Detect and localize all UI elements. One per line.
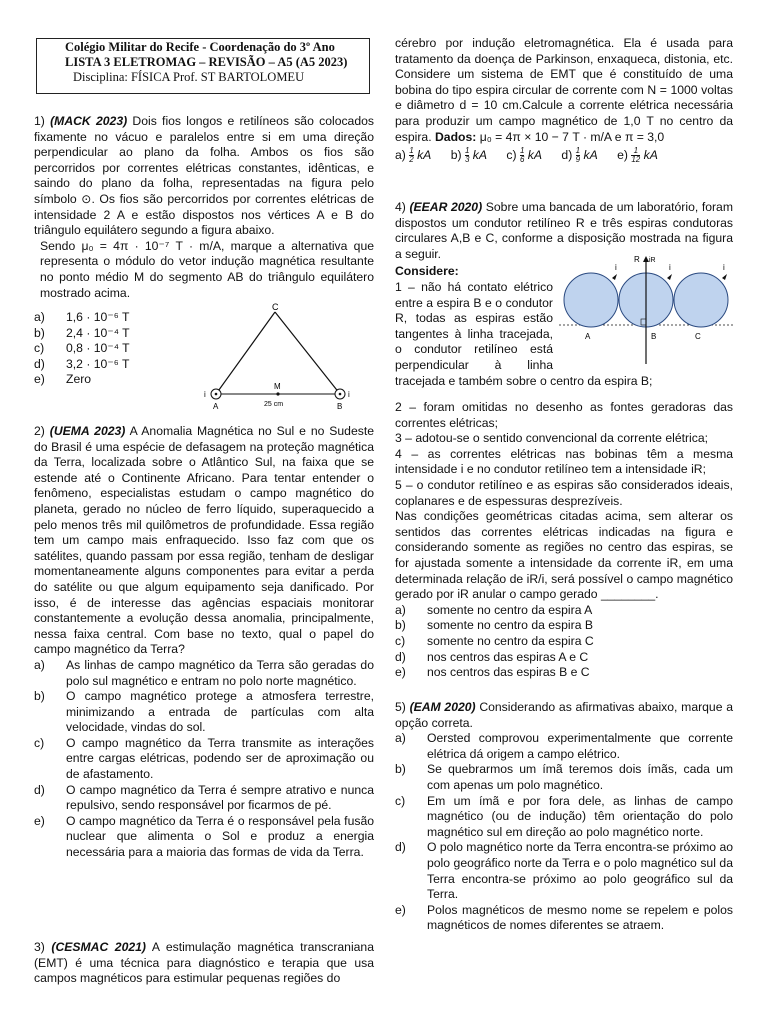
list-title: LISTA 3 ELETROMAG – REVISÃO – A5 (A5 2023) bbox=[65, 55, 348, 69]
q4-item-2: 2 – foram omitidas no desenho as fontes geradoras das correntes elétricas; bbox=[395, 400, 733, 430]
q4-considere: Considere: bbox=[395, 264, 459, 278]
q3-data-text: μ₀ = 4π × 10 − 7 T · m/A e π = 3,0 bbox=[479, 129, 665, 144]
q4-option-e[interactable]: e) nos centros das espiras B e C bbox=[395, 665, 590, 680]
q3-data-label: Dados: bbox=[434, 129, 477, 144]
q5-option-b[interactable]: b) Se quebrarmos um ímã teremos dois ímãs, cada um com apenas um polo magnético. bbox=[395, 762, 733, 792]
fig4-label-r: R bbox=[634, 255, 640, 264]
q4-option-c[interactable]: c) somente no centro da espira C bbox=[395, 633, 594, 648]
q4-items-rest bbox=[395, 400, 733, 681]
q3-text: A estimulação magnética transcraniana (EMT) é uma técnica para diagnóstico e terapia que usa campos magnéticos para estimular pequenas regiões do bbox=[34, 940, 374, 986]
question-3-cont bbox=[395, 36, 733, 164]
q1-option-d[interactable]: d) 3,2 · 10⁻⁶ T bbox=[34, 356, 130, 371]
q2-option-a[interactable]: a) As linhas de campo magnético da Terra são geradas do polo sul magnético e entram no polo norte magnético. bbox=[34, 657, 374, 688]
q2-option-e[interactable]: e) O campo magnético da Terra é o responsável pela fusão nuclear que alimenta o Sol e produz a energia necessária para a maioria das formas de vida da Terra. bbox=[34, 813, 374, 860]
question-5 bbox=[395, 700, 733, 934]
q3-option-c[interactable]: c) $\frac{1}{6}$ kA bbox=[506, 146, 543, 165]
question-1 bbox=[34, 114, 374, 301]
q1-triangle-figure bbox=[200, 298, 360, 416]
loop-b-arrow-icon bbox=[667, 274, 672, 280]
q3-option-b[interactable]: b) $\frac{1}{3}$ kA bbox=[450, 146, 488, 165]
loop-c bbox=[674, 273, 728, 327]
fig4-label-i1: i bbox=[615, 263, 617, 272]
loop-c-arrow-icon bbox=[722, 274, 727, 280]
q2-statement: 2) (UEMA 2023) A Anomalia Magnética no Sul e no Sudeste do Brasil é uma espécie de defasagem na proteção magnética da Terra, localizada sobre o Atlântico Sul, na faixa que se estende até o Continente Africano. Para tentar entender o fenômeno, especialistas estudam o campo magnético do planeta, gerado no núcleo de ferro líquido, superaquecido a pelo menos três mil quilômetros de profundidade. Essa região tem um campo mais enfraquecido. Isso faz com que os satélites, quando passam por essa região, tenham de desligar momentaneamente alguns componentes para evitar a perda do satélite ou que algum equipamento seja danificado. Por isso, é de interesse das agências espaciais monitorar constantemente a evolução dessa anomalia, principalmente, nessa faixa central. Com base no texto, qual o papel do campo magnético da Terra? bbox=[34, 424, 374, 657]
fig1-label-b: B bbox=[337, 402, 343, 411]
q4-figure bbox=[557, 250, 733, 366]
q5-statement: 5) (EAM 2020) Considerando as afirmativas abaixo, marque a opção correta. bbox=[395, 700, 733, 730]
q2-option-c[interactable]: c) O campo magnético da Terra transmite as interações entre cargas elétricas, podendo ser de aproximação ou de afastamento. bbox=[34, 735, 374, 782]
fig1-distance: 25 cm bbox=[264, 401, 284, 408]
q4-source: (EEAR 2020) bbox=[409, 200, 483, 214]
q3-source: (CESMAC 2021) bbox=[51, 940, 146, 954]
q3-option-e[interactable]: e) $\frac{1}{12}$ kA bbox=[617, 146, 658, 165]
q4-statement: 4) (EEAR 2020) Sobre uma bancada de um laboratório, foram dispostos um condutor retilíneo R e três espiras condutoras circulares A,B e C, conforme a disposição mostrada na figura a seguir. bbox=[395, 200, 733, 261]
discipline: Disciplina: FÍSICA Prof. ST BARTOLOMEU bbox=[73, 70, 305, 84]
q4-option-d[interactable]: d) nos centros das espiras A e C bbox=[395, 649, 589, 664]
q1-statement bbox=[34, 114, 374, 239]
q3-options bbox=[395, 147, 733, 164]
loop-a bbox=[564, 273, 618, 327]
q5-source: (EAM 2020) bbox=[409, 700, 476, 714]
q1-options bbox=[34, 310, 184, 388]
fig1-label-m: M bbox=[274, 382, 281, 391]
fig1-label-i1: i bbox=[204, 390, 206, 399]
q5-text: Considerando as afirmativas abaixo, marque a opção correta. bbox=[395, 700, 733, 730]
q4-item-1-wrap bbox=[395, 280, 653, 389]
q2-source: (UEMA 2023) bbox=[49, 424, 126, 438]
q3-text-cont: cérebro por indução eletromagnética. Ela é usada para tratamento da doença de Parkinson, enxaqueca, distonia, etc. Considere um sistema de EMT que é constituído de uma bobina do tipo espira circular de corrente com N = 1000 voltas e diâmetro d = 10 cm.Calcule a corrente elétrica necessária para produzir um campo magnético de 1,0 T no centro da espira. Dados: μ₀ = 4π × 10 − 7 T · m/A e π = 3,0 bbox=[395, 36, 733, 144]
q5-option-e[interactable]: e) Polos magnéticos de mesmo nome se repelem e polos magnéticos de nomes diferentes se atraem. bbox=[395, 902, 733, 933]
fig4-label-c: C bbox=[695, 332, 701, 341]
header-box bbox=[36, 38, 370, 94]
q4-text2: Nas condições geométricas citadas acima, sem alterar os sentidos das correntes elétricas indicadas na figura e considerando somente as regiões no centro das espiras, se for ajustada somente a intensidade da corrente iR, em uma determinada relação de iR/i, será possível o campo magnético gerado por iR anular o campo gerado ________. bbox=[395, 509, 733, 602]
q4-item-3: 3 – adotou-se o sentido convencional da corrente elétrica; bbox=[395, 431, 709, 446]
q1-option-c[interactable]: c) 0,8 · 10⁻⁴ T bbox=[34, 341, 130, 356]
q3-statement: 3) (CESMAC 2021) A estimulação magnética transcraniana (EMT) é uma técnica para diagnóstico e terapia que usa campos magnéticos para estimular pequenas regiões do bbox=[34, 940, 374, 986]
q1-option-b[interactable]: b) 2,4 · 10⁻⁴ T bbox=[34, 325, 130, 340]
fig4-label-b: B bbox=[651, 332, 657, 341]
q4-item-1: 1 – não há contato elétrico entre a espira B e o condutor R, todas as espiras estão tangentes à linha tracejada, o condutor retilíneo está perpendicular à linha tracejada e também sobre o centro da espira B; bbox=[395, 280, 653, 388]
fig4-label-a: A bbox=[585, 332, 591, 341]
q2-option-b[interactable]: b) O campo magnético protege a atmosfera terrestre, minimizando a entrada de partículas com alta velocidade, vindas do sol. bbox=[34, 689, 374, 735]
fig4-label-i3: i bbox=[723, 263, 725, 272]
fig1-label-a: A bbox=[213, 402, 219, 411]
fig4-label-ir: iR bbox=[649, 257, 656, 264]
q5-option-a[interactable]: a) Oersted comprovou experimentalmente que corrente elétrica dá origem a campo elétrico. bbox=[395, 731, 733, 761]
fig1-label-c: C bbox=[272, 302, 279, 312]
fig4-label-i2: i bbox=[669, 263, 671, 272]
loop-a-arrow-icon bbox=[612, 274, 617, 280]
q4-item-4: 4 – as correntes elétricas nas bobinas têm a mesma intensidade i e no condutor retilíneo tem a intensidade iR; bbox=[395, 446, 733, 477]
q3-option-d[interactable]: d) $\frac{1}{9}$ kA bbox=[561, 146, 598, 165]
q1-statement-2: Sendo μ₀ = 4π · 10⁻⁷ T · m/A, marque a alternativa que representa o módulo do vetor indução magnética resultante no ponto médio M do segmento AB do triângulo equilátero mostrado acima. bbox=[40, 238, 374, 300]
q3-option-a[interactable]: a) $\frac{1}{2}$ kA bbox=[395, 146, 432, 165]
q1-text: Dois fios longos e retilíneos são colocados fixamente no vácuo e paralelos entre si em uma direção perpendicular ao plano da folha. Ambos os fios são percorridos por correntes elétricas constantes, idênticas, e saindo do plano da folha, representadas na figura pelo símbolo ⊙. Os fios são percorridos por correntes elétricas de intensidade 2 A e estão dispostos nos vértices A e B do triângulo equilátero segundo a figura abaixo. bbox=[34, 114, 374, 238]
q1-source: (MACK 2023) bbox=[50, 114, 128, 128]
fig1-label-i2: i bbox=[348, 390, 350, 399]
q4-option-b[interactable]: b) somente no centro da espira B bbox=[395, 618, 593, 633]
question-3 bbox=[34, 940, 374, 987]
school-name: Colégio Militar do Recife - Coordenação do 3º Ano bbox=[65, 40, 335, 54]
q1-option-a[interactable]: a) 1,6 · 10⁻⁶ T bbox=[34, 310, 130, 324]
q1-option-e[interactable]: e) Zero bbox=[34, 372, 92, 387]
q5-option-c[interactable]: c) Em um ímã e por fora dele, as linhas de campo magnético (ou de indução) têm orientação do polo magnético sul em direção ao polo magnético norte. bbox=[395, 793, 733, 839]
question-2 bbox=[34, 424, 374, 861]
q5-option-d[interactable]: d) O polo magnético norte da Terra encontra-se próximo ao polo geográfico norte da Terra e o polo magnético sul da Terra encontra-se próximo ao polo geográfico sul da Terra. bbox=[395, 840, 733, 902]
q4-option-a[interactable]: a) somente no centro da espira A bbox=[395, 602, 593, 617]
q1-number: 1) bbox=[34, 114, 45, 128]
q2-option-d[interactable]: d) O campo magnético da Terra é sempre atrativo e nunca repulsivo, sendo responsável por ficarmos de pé. bbox=[34, 782, 374, 813]
q4-text: Sobre uma bancada de um laboratório, foram dispostos um condutor retilíneo R e três espiras condutoras circulares A,B e C, conforme a disposição mostrada na figura a seguir. bbox=[395, 200, 733, 261]
q2-text: A Anomalia Magnética no Sul e no Sudeste do Brasil é uma espécie de defasagem na proteção magnética da Terra, localizada sobre o Atlântico Sul, na faixa que se estende até o Continente Africano. Para tentar entender o fenômeno, especialistas estudam o campo magnético do planeta, gerado no núcleo de ferro líquido, superaquecido a pelo menos três mil quilômetros de profundidade. Essa região tem um campo mais enfraquecido. Isso faz com que os satélites, quando passam por essa região, tenham de desligar momentaneamente alguns componentes para evitar a perda do satélite ou que algum equipamento seja danificado. Por isso, é de interesse das agências espaciais monitorar constantemente a evolução dessa anomalia, principalmente, nessa faixa central. Com base no texto, qual o papel do campo magnético da Terra? bbox=[34, 424, 374, 657]
q4-item-5: 5 – o condutor retilíneo e as espiras são considerados ideais, coplanares e de espessuras desprezíveis. bbox=[395, 477, 733, 508]
